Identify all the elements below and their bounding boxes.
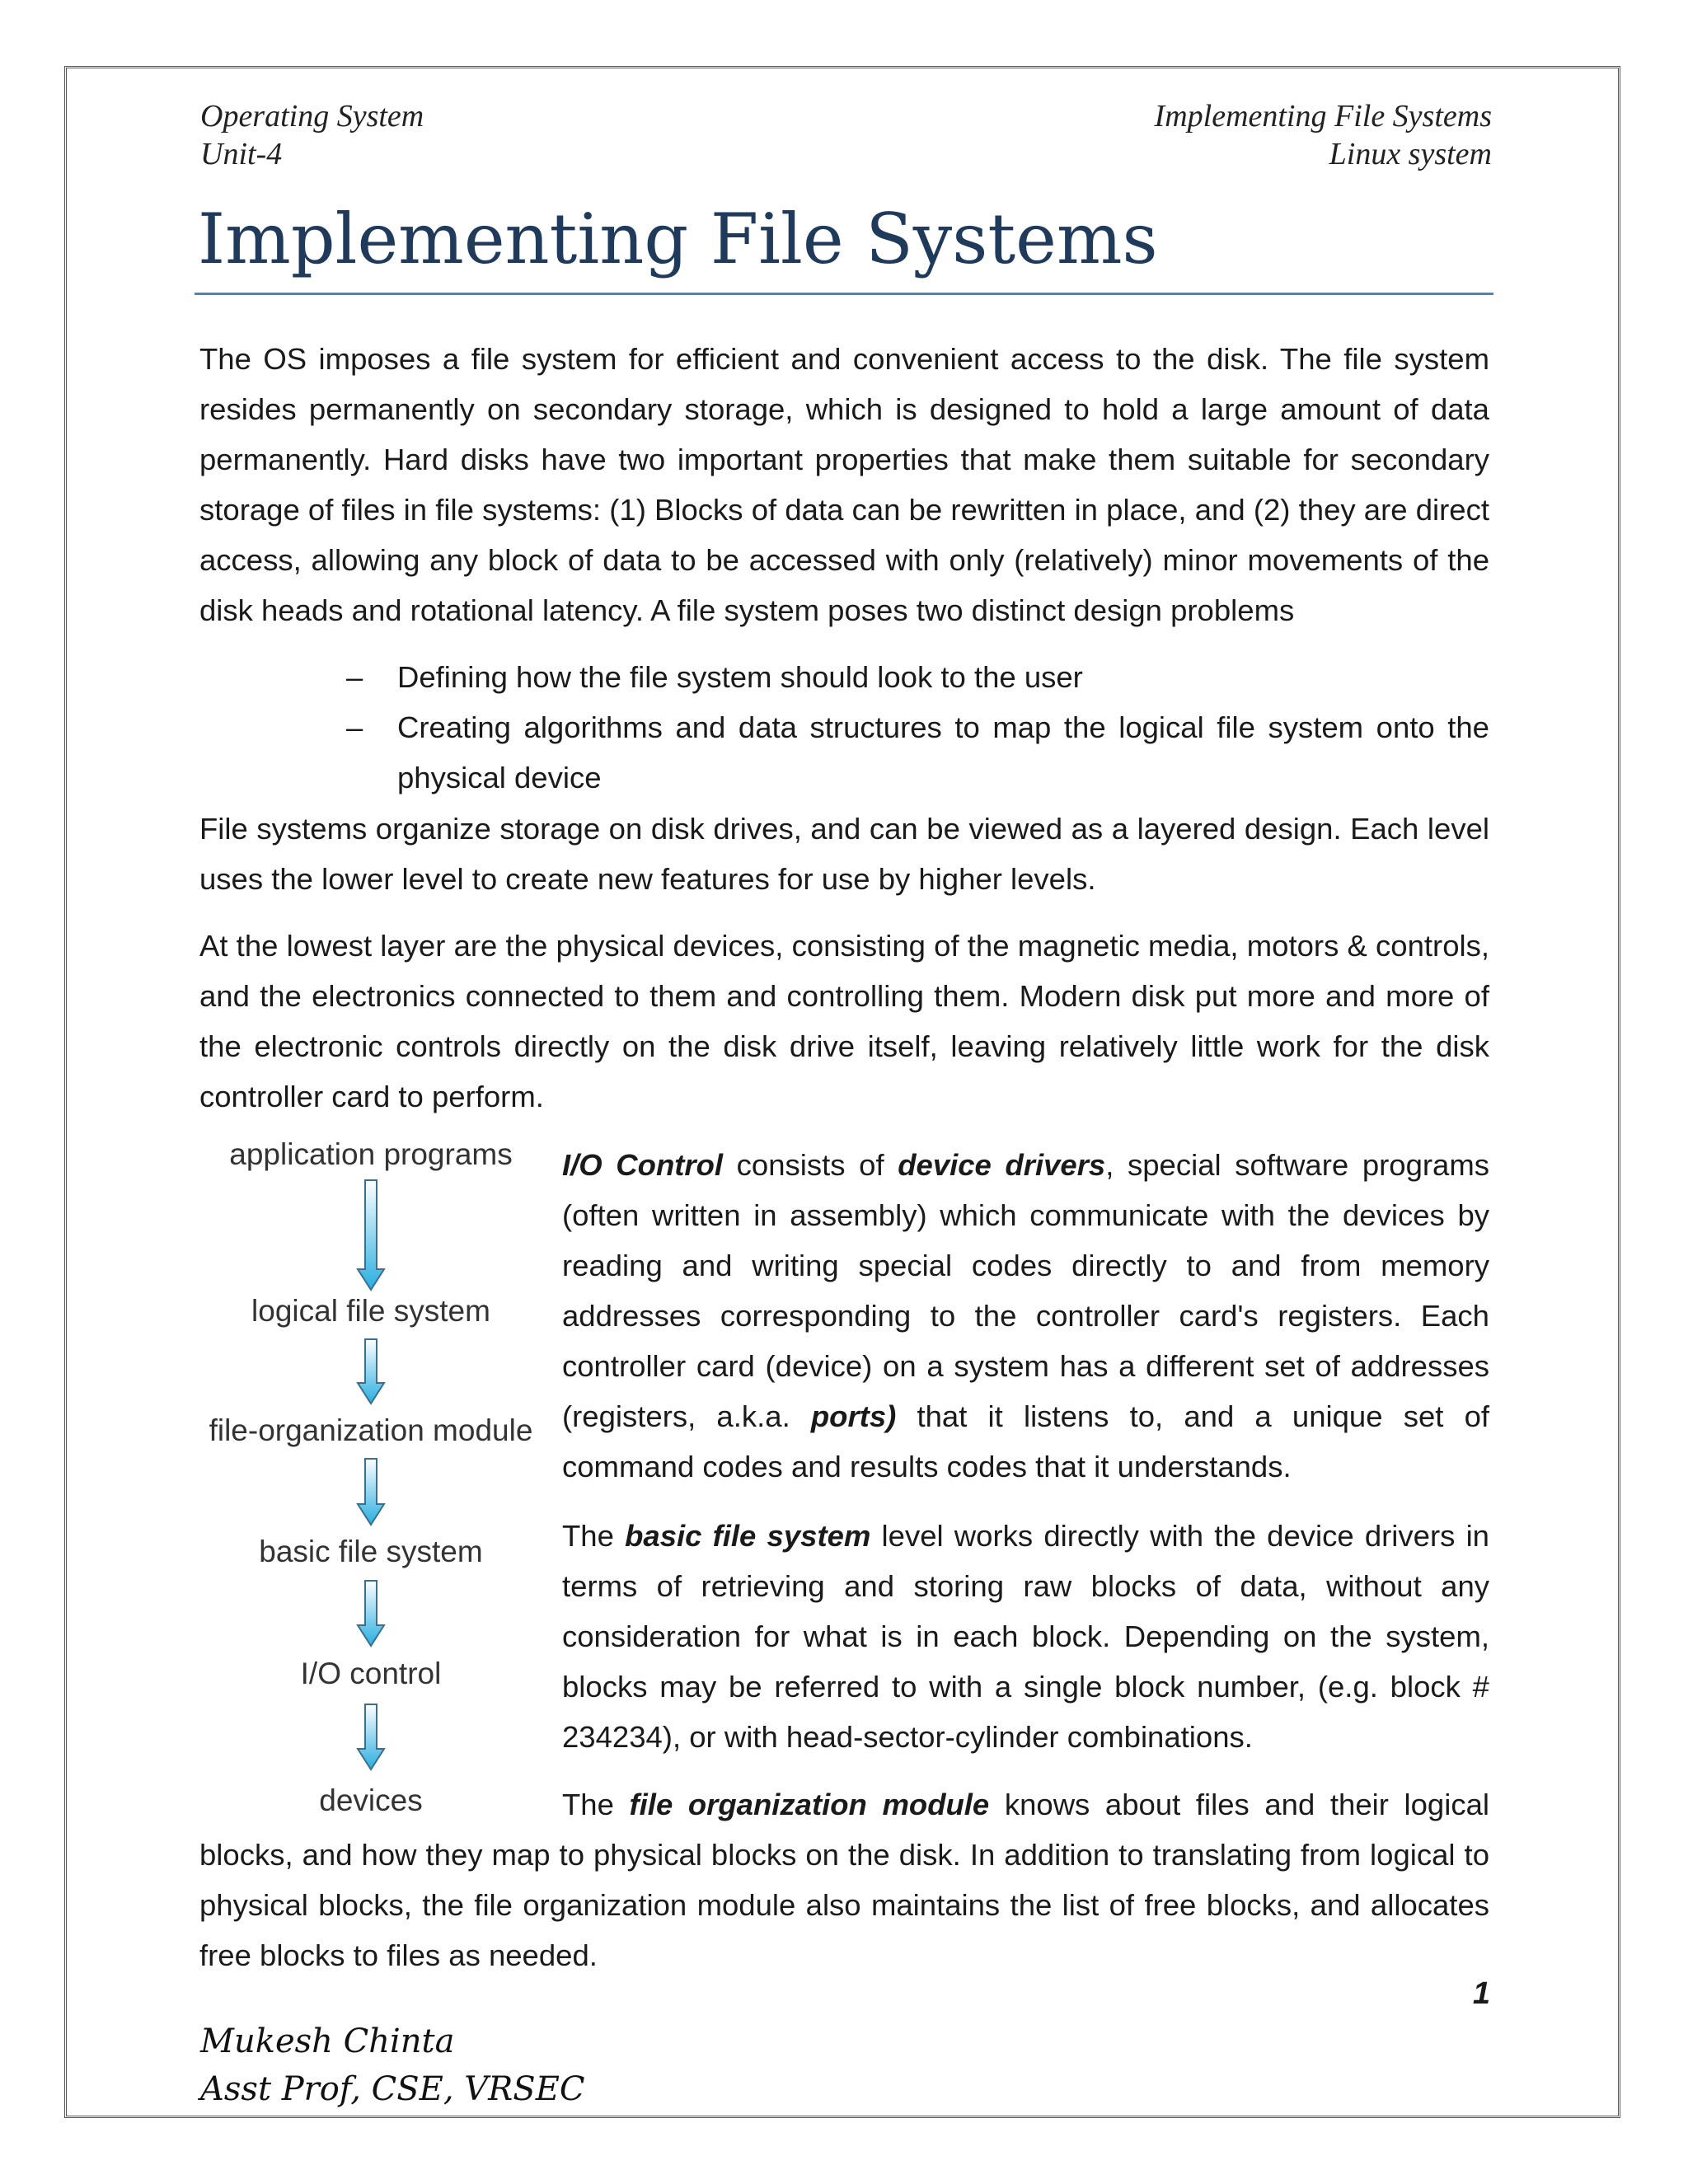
- down-arrow-icon: [358, 1459, 384, 1525]
- io-control-paragraph: [562, 1140, 1489, 1492]
- basic-fs-term: basic file system: [625, 1519, 871, 1553]
- down-arrow-icon: [358, 1704, 384, 1769]
- page-title: Implementing File Systems: [198, 199, 1158, 279]
- intro-text: The OS imposes a file system for efficient and convenient access to the disk. The file system resides permanently on secondary storage, which is designed to hold a large amount of data permanently. Hard disks have two important properties that make them suitable for secondary storage of files in file systems: (1) Blocks of data can be rewritten in place, and (2) they are direct access, allowing any block of data to be accessed with only (relatively) minor movements of the disk heads and rotational latency. A file system poses two distinct design problems: [199, 342, 1489, 627]
- file-org-text: knows about files and their logical blocks, and how they map to physical blocks on the disk. In addition to translating from logical to physical blocks, the file organization module also maintains the list of free blocks, and allocates free blocks to files as needed.: [199, 1788, 1489, 1972]
- header-subtopic: Linux system: [1329, 137, 1492, 171]
- layer-label: I/O control: [300, 1657, 442, 1690]
- intro-paragraph: [199, 334, 1489, 635]
- author-block: [200, 2018, 585, 2113]
- layered-text: File systems organize storage on disk drives, and can be viewed as a layered design. Each level uses the lower level to create new features for use by higher levels.: [199, 812, 1489, 896]
- basic-fs-text: level works directly with the device drivers in terms of retrieving and storing raw blocks of data, without any consideration for what is in each block. Depending on the system, blocks may be referred to with a single block number, (e.g. block # 234234), or with head-sector-cylinder combinations.: [562, 1519, 1489, 1754]
- down-arrow-icon: [358, 1581, 384, 1646]
- device-drivers-term: device drivers: [898, 1148, 1106, 1182]
- layer-label: file-organization module: [209, 1413, 533, 1447]
- lowest-layer-text: At the lowest layer are the physical devices, consisting of the magnetic media, motors & controls, and the electronics connected to them and controlling them. Modern disk put more and more of the electronic controls directly on the disk drive itself, leaving relatively little work for the disk controller card to perform.: [199, 929, 1489, 1113]
- author-title: Asst Prof, CSE, VRSEC: [200, 2070, 585, 2108]
- layer-label: devices: [319, 1783, 423, 1817]
- lowest-layer-paragraph: [199, 921, 1489, 1122]
- io-control-text-3: that it listens to, and a unique set of command codes and results codes that it understands.: [562, 1399, 1490, 1483]
- list-dash: –: [346, 660, 363, 694]
- basic-fs-pre: The: [562, 1519, 626, 1553]
- down-arrow-icon: [358, 1339, 384, 1404]
- list-item-text: Creating algorithms and data structures to map the logical file system onto the physical device: [397, 710, 1489, 794]
- basic-file-system-paragraph: [562, 1511, 1489, 1762]
- file-organization-paragraph: [199, 1779, 1489, 1980]
- list-dash: –: [346, 710, 363, 744]
- title-underline: [195, 293, 1493, 295]
- down-arrow-icon: [358, 1180, 384, 1290]
- header-right: [1155, 97, 1492, 173]
- list-item-text: Defining how the file system should look to the user: [397, 660, 1083, 694]
- io-control-term: I/O Control: [562, 1148, 724, 1182]
- header-left: [200, 97, 424, 173]
- file-org-pre: The: [562, 1788, 630, 1821]
- layer-label: application programs: [229, 1137, 513, 1171]
- header-unit: Unit-4: [200, 137, 283, 171]
- layered-file-system-diagram: [198, 1137, 544, 1830]
- layer-label: basic file system: [259, 1535, 483, 1568]
- layered-paragraph: [199, 804, 1489, 904]
- design-problems-list: [346, 652, 1489, 803]
- file-org-term: file organization module: [629, 1788, 990, 1821]
- list-item: [346, 702, 1489, 803]
- list-item: [346, 652, 1489, 702]
- author-name: Mukesh Chinta: [200, 2022, 455, 2060]
- io-control-text-2: , special software programs (often written in assembly) which communicate with the devices by reading and writing special codes directly to and from memory addresses corresponding to the controller card's registers. Each controller card (device) on a system has a different set of addresses (registers, a.k.a.: [562, 1148, 1489, 1433]
- ports-term: ports): [810, 1399, 897, 1433]
- page-number: 1: [1472, 1976, 1490, 2011]
- header-topic: Implementing File Systems: [1154, 99, 1492, 134]
- io-control-text-1: consists of: [723, 1148, 898, 1182]
- header-course: Operating System: [200, 99, 424, 134]
- layer-label: logical file system: [251, 1294, 490, 1328]
